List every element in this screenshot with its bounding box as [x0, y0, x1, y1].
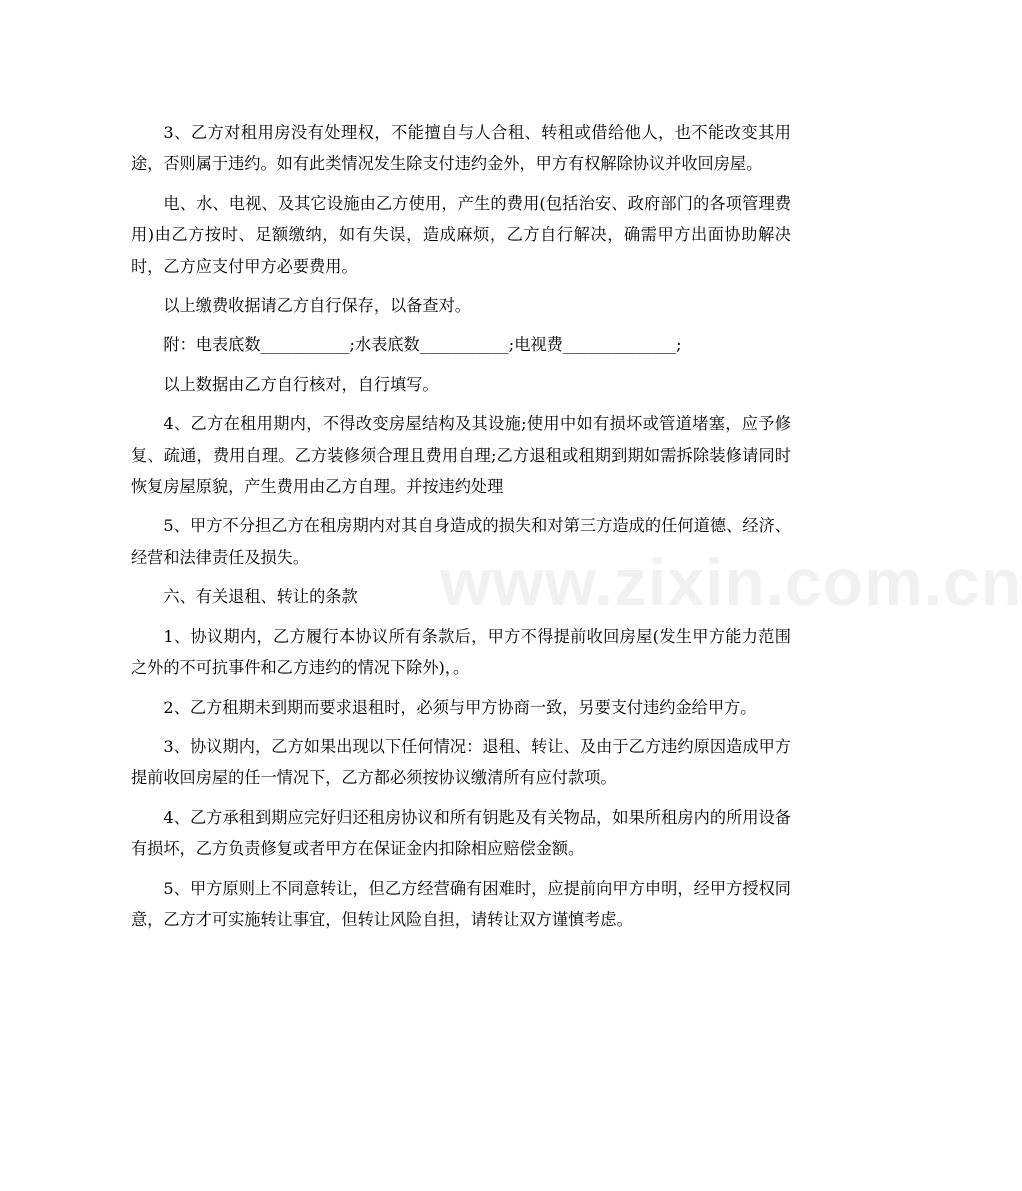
section-6-clause-5: 5、甲方原则上不同意转让，但乙方经营确有困难时，应提前向甲方申明，经甲方授权同意，乙方才可实施转让事宜，但转让风险自担，请转让双方谨慎考虑。	[131, 878, 791, 929]
meter-readings-line: 附：电表底数___________;水表底数___________;电视费______________;	[163, 335, 682, 355]
section-6-clause-4: 4、乙方承租到期应完好归还租房协议和所有钥匙及有关物品，如果所租房内的所用设备有损坏，乙方负责修复或者甲方在保证金内扣除相应赔偿金额。	[131, 807, 791, 859]
section-6-clause-2: 2、乙方租期未到期而要求退租时，必须与甲方协商一致，另要支付违约金给甲方。	[163, 697, 757, 717]
section-6-heading: 六、有关退租、转让的条款	[163, 587, 358, 607]
utilities-fees-paragraph: 电、水、电视、及其它设施由乙方使用，产生的费用(包括治安、政府部门的各项管理费用)由乙方按时、足额缴纳，如有失误，造成麻烦，乙方自行解决，确需甲方出面协助解决时，乙方应支付甲方必要费用。	[131, 193, 791, 276]
watermark-text: www.zixin.com.cn	[440, 545, 1022, 619]
clause-3-subletting: 3、乙方对租用房没有处理权，不能擅自与人合租、转租或借给他人，也不能改变其用途，否则属于违约。如有此类情况发生除支付违约金外，甲方有权解除协议并收回房屋。	[131, 123, 791, 174]
receipt-keeping-note: 以上缴费收据请乙方自行保存，以备查对。	[163, 296, 471, 316]
self-verify-note: 以上数据由乙方自行核对，自行填写。	[163, 374, 439, 394]
document-body	[131, 117, 791, 943]
clause-4-structure: 4、乙方在租用期内，不得改变房屋结构及其设施;使用中如有损坏或管道堵塞，应予修复、疏通，费用自理。乙方装修须合理且费用自理;乙方退租或租期到期如需拆除装修请同时恢复房屋原貌，产生费用由乙方自理。并按违约处理	[131, 414, 791, 497]
section-6-clause-3: 3、协议期内，乙方如果出现以下任何情况：退租、转让、及由于乙方违约原因造成甲方提前收回房屋的任一情况下，乙方都必须按协议缴清所有应付款项。	[131, 736, 791, 788]
clause-5-liability: 5、甲方不分担乙方在租房期内对其自身造成的损失和对第三方造成的任何道德、经济、经营和法律责任及损失。	[131, 516, 791, 567]
section-6-clause-1: 1、协议期内，乙方履行本协议所有条款后，甲方不得提前收回房屋(发生甲方能力范围之外的不可抗事件和乙方违约的情况下除外)，。	[131, 626, 791, 678]
